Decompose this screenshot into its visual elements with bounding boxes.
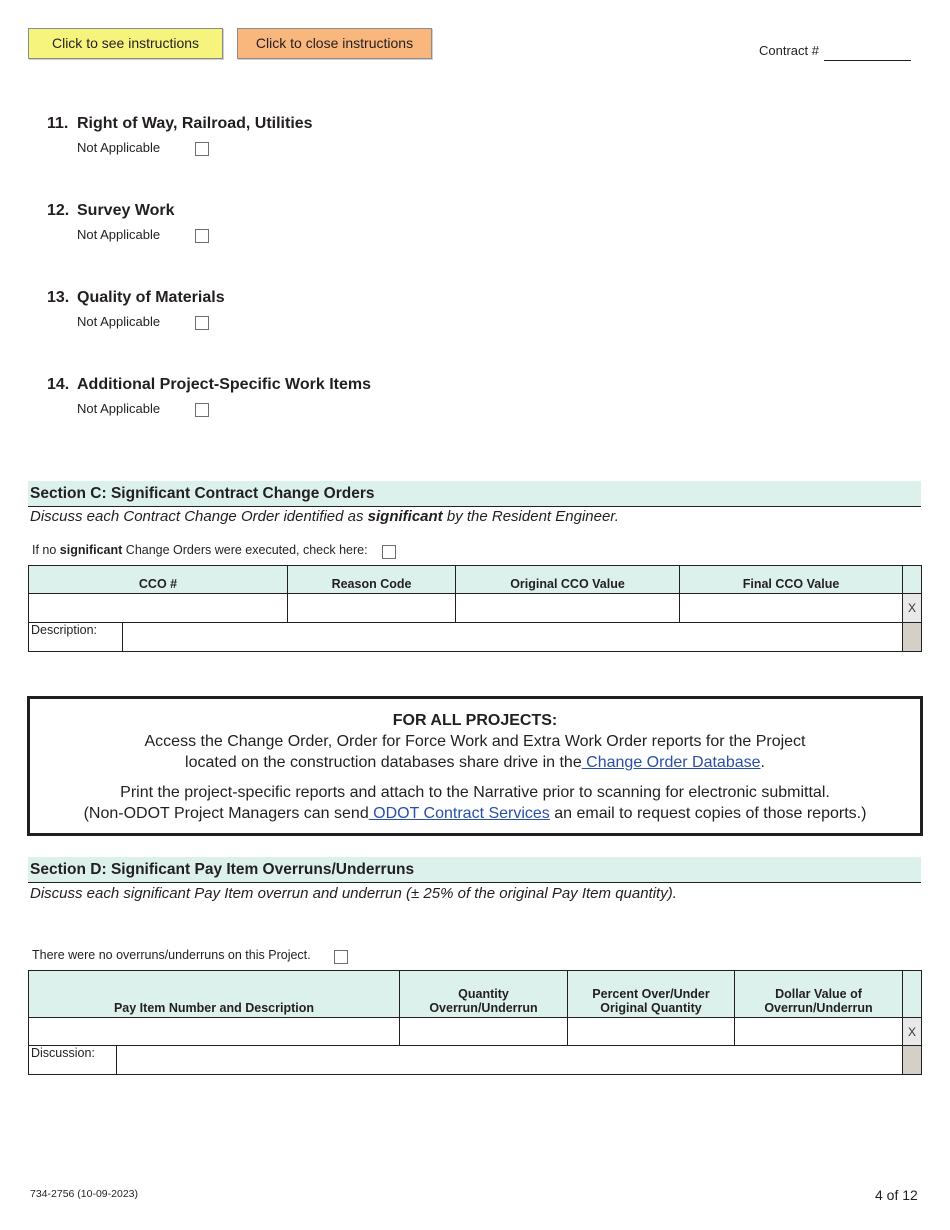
percent-input[interactable]: [568, 1018, 735, 1046]
section-c-note-pre: Discuss each Contract Change Order identified as: [30, 508, 368, 525]
no-overruns-checkbox[interactable]: [334, 950, 348, 964]
section-c-title: Section C: Significant Contract Change Orders: [28, 481, 921, 507]
item-number: 13.: [47, 289, 70, 306]
header-line-2: Overrun/Underrun: [429, 1001, 538, 1015]
header-line-1: Percent Over/Under: [592, 987, 710, 1001]
odot-contract-services-link[interactable]: ODOT Contract Services: [368, 805, 550, 822]
original-cco-value-input[interactable]: [456, 594, 680, 623]
header-line-1: Quantity: [458, 987, 509, 1001]
description-input[interactable]: [123, 623, 903, 652]
column-header-pay-item: [29, 971, 400, 1018]
item-title: Right of Way, Railroad, Utilities: [77, 115, 313, 132]
contract-number-field[interactable]: [824, 45, 911, 61]
final-cco-value-input[interactable]: [680, 594, 903, 623]
row-handle: [903, 1046, 922, 1075]
close-instructions-button[interactable]: Click to close instructions: [237, 28, 432, 59]
quantity-input[interactable]: [400, 1018, 568, 1046]
all-projects-notice: [27, 696, 923, 836]
notice-line-1: Access the Change Order, Order for Force Work and Extra Work Order reports for the Project: [144, 733, 806, 750]
dollar-value-input[interactable]: [735, 1018, 903, 1046]
section-c-note: [30, 508, 619, 525]
notice-line-2-pre: located on the construction databases share drive in the: [185, 754, 582, 771]
change-order-database-link[interactable]: Change Order Database: [581, 754, 761, 771]
none-post: Change Orders were executed, check here:: [122, 543, 368, 557]
section-d-note: Discuss each significant Pay Item overrun and underrun (± 25% of the original Pay Item quantity).: [30, 885, 677, 902]
column-header-blank: [903, 566, 922, 594]
header-line-1: Dollar Value of: [775, 987, 862, 1001]
not-applicable-label: Not Applicable: [77, 140, 161, 155]
column-header-dollar-value: [735, 971, 903, 1018]
item-number: 11.: [47, 115, 69, 132]
notice-line-2-post: .: [760, 754, 765, 771]
not-applicable-checkbox[interactable]: [195, 142, 209, 156]
discussion-input[interactable]: [117, 1046, 903, 1075]
overrun-table: [28, 970, 922, 1075]
notice-line-2: [30, 752, 920, 773]
pay-item-input[interactable]: [29, 1018, 400, 1046]
column-header-blank: [903, 971, 922, 1018]
column-header-pay-item-text: Pay Item Number and Description: [113, 1001, 315, 1015]
header-line-2: Original Quantity: [600, 1001, 702, 1015]
header-line-2: Overrun/Underrun: [764, 1001, 873, 1015]
not-applicable-checkbox[interactable]: [195, 229, 209, 243]
column-header-cco-number: CCO #: [29, 566, 288, 594]
contract-label: Contract #: [759, 43, 819, 58]
not-applicable-label: Not Applicable: [77, 227, 161, 242]
section-c-note-post: by the Resident Engineer.: [442, 508, 619, 525]
none-pre: If no: [32, 543, 60, 557]
column-header-percent: [568, 971, 735, 1018]
column-header-original-cco-value: Original CCO Value: [456, 566, 680, 594]
see-instructions-button[interactable]: Click to see instructions: [28, 28, 223, 59]
discussion-label: Discussion:: [29, 1046, 117, 1075]
none-bold: significant: [59, 543, 123, 557]
form-id: 734-2756 (10-09-2023): [30, 1188, 138, 1200]
column-header-quantity: [400, 971, 568, 1018]
section-c-note-bold: significant: [367, 508, 443, 525]
item-title: Survey Work: [77, 202, 175, 219]
section-d-title: Section D: Significant Pay Item Overruns/Underruns: [28, 857, 921, 883]
change-order-table: [28, 565, 922, 652]
not-applicable-checkbox[interactable]: [195, 403, 209, 417]
item-number: 14.: [47, 376, 70, 393]
notice-line-3: Print the project-specific reports and attach to the Narrative prior to scanning for electronic submittal.: [120, 784, 830, 801]
reason-code-input[interactable]: [288, 594, 456, 623]
row-handle: [903, 623, 922, 652]
item-title: Additional Project-Specific Work Items: [77, 376, 371, 393]
not-applicable-checkbox[interactable]: [195, 316, 209, 330]
no-overruns-label: There were no overruns/underruns on this Project.: [32, 948, 311, 962]
no-significant-change-orders-label: [32, 543, 368, 557]
delete-row-button[interactable]: X: [903, 594, 922, 623]
notice-line-4: [30, 803, 920, 824]
notice-heading: FOR ALL PROJECTS:: [392, 712, 558, 729]
column-header-final-cco-value: Final CCO Value: [680, 566, 903, 594]
page-number: 4 of 12: [875, 1187, 918, 1203]
delete-row-button[interactable]: X: [903, 1018, 922, 1046]
cco-number-input[interactable]: [29, 594, 288, 623]
description-label: Description:: [29, 623, 123, 652]
no-change-orders-checkbox[interactable]: [382, 545, 396, 559]
item-number: 12.: [47, 202, 70, 219]
not-applicable-label: Not Applicable: [77, 401, 161, 416]
notice-line-4-post: an email to request copies of those reports.): [549, 805, 867, 822]
column-header-reason-code: Reason Code: [288, 566, 456, 594]
item-title: Quality of Materials: [77, 289, 225, 306]
not-applicable-label: Not Applicable: [77, 314, 161, 329]
notice-line-4-pre: (Non-ODOT Project Managers can send: [83, 805, 369, 822]
